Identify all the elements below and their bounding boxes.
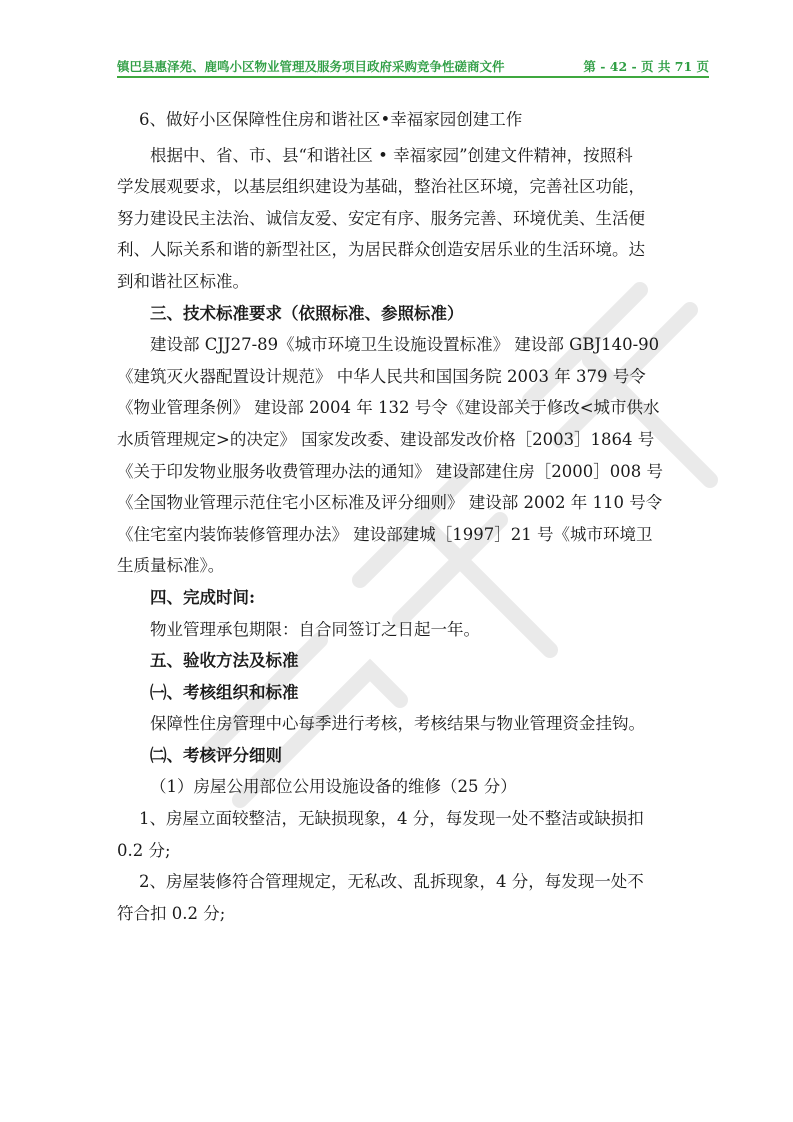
paragraph-line: 物业管理承包期限：自合同签订之日起一年。: [150, 619, 480, 639]
standard-line: 《物业管理条例》 建设部 2004 年 132 号令《建设部关于修改<城市供水: [117, 398, 660, 418]
paragraph-line: 到和谐社区标准。: [117, 271, 249, 291]
section-heading-5: 五、验收方法及标准: [150, 651, 299, 671]
page-number: 第 - 42 - 页 共 71 页: [583, 59, 709, 74]
section-heading-3: 三、技术标准要求（依照标准、参照标准）: [150, 303, 464, 323]
standard-line: 生质量标准》。: [117, 556, 225, 576]
standard-line: 《建筑灭火器配置设计规范》 中华人民共和国国务院 2003 年 379 号令: [117, 366, 646, 386]
paragraph-line: 2、房屋装修符合管理规定，无私改、乱拆现象，4 分，每发现一处不: [139, 872, 644, 892]
section-heading-4: 四、完成时间:: [150, 587, 256, 607]
paragraph-line: 根据中、省、市、县“和谐社区 • 幸福家园”创建文件精神，按照科: [150, 145, 633, 165]
standard-line: 《住宅室内装饰装修管理办法》 建设部建城［1997］21 号《城市环境卫: [117, 524, 653, 544]
section-heading-6: 6、做好小区保障性住房和谐社区•幸福家园创建工作: [139, 110, 523, 129]
standard-line: 水质管理规定>的决定》 国家发改委、建设部发改价格［2003］1864 号: [117, 429, 655, 449]
standard-line: 《全国物业管理示范住宅小区标准及评分细则》 建设部 2002 年 110 号令: [117, 493, 663, 513]
paragraph-line: 利、人际关系和谐的新型社区，为居民群众创造安居乐业的生活环境。达: [117, 240, 645, 260]
document-title: 镇巴县惠泽苑、鹿鸣小区物业管理及服务项目政府采购竞争性磋商文件: [117, 59, 505, 74]
paragraph-line: 符合扣 0.2 分;: [117, 903, 226, 923]
subsection-heading-1: ㈠、考核组织和标准: [150, 682, 299, 702]
paragraph-line: 保障性住房管理中心每季进行考核，考核结果与物业管理资金挂钩。: [150, 714, 645, 734]
standard-line: 建设部 CJJ27-89《城市环境卫生设施设置标准》 建设部 GBJ140-90: [150, 335, 660, 355]
paragraph-line: 1、房屋立面较整洁，无缺损现象，4 分，每发现一处不整洁或缺损扣: [139, 809, 644, 829]
paragraph-line: 0.2 分;: [117, 840, 171, 860]
standard-line: 《关于印发物业服务收费管理办法的通知》 建设部建住房［2000］008 号: [117, 461, 663, 481]
document-body: [117, 104, 711, 929]
subsection-heading-2: ㈡、考核评分细则: [150, 745, 282, 765]
paragraph-line: 学发展观要求，以基层组织建设为基础，整治社区环境，完善社区功能，: [117, 177, 645, 197]
paragraph-line: 努力建设民主法治、诚信友爱、安定有序、服务完善、环境优美、生活便: [117, 208, 645, 228]
page-header: [117, 56, 709, 78]
paragraph-line: （1）房屋公用部位公用设施设备的维修（25 分）: [150, 777, 517, 797]
